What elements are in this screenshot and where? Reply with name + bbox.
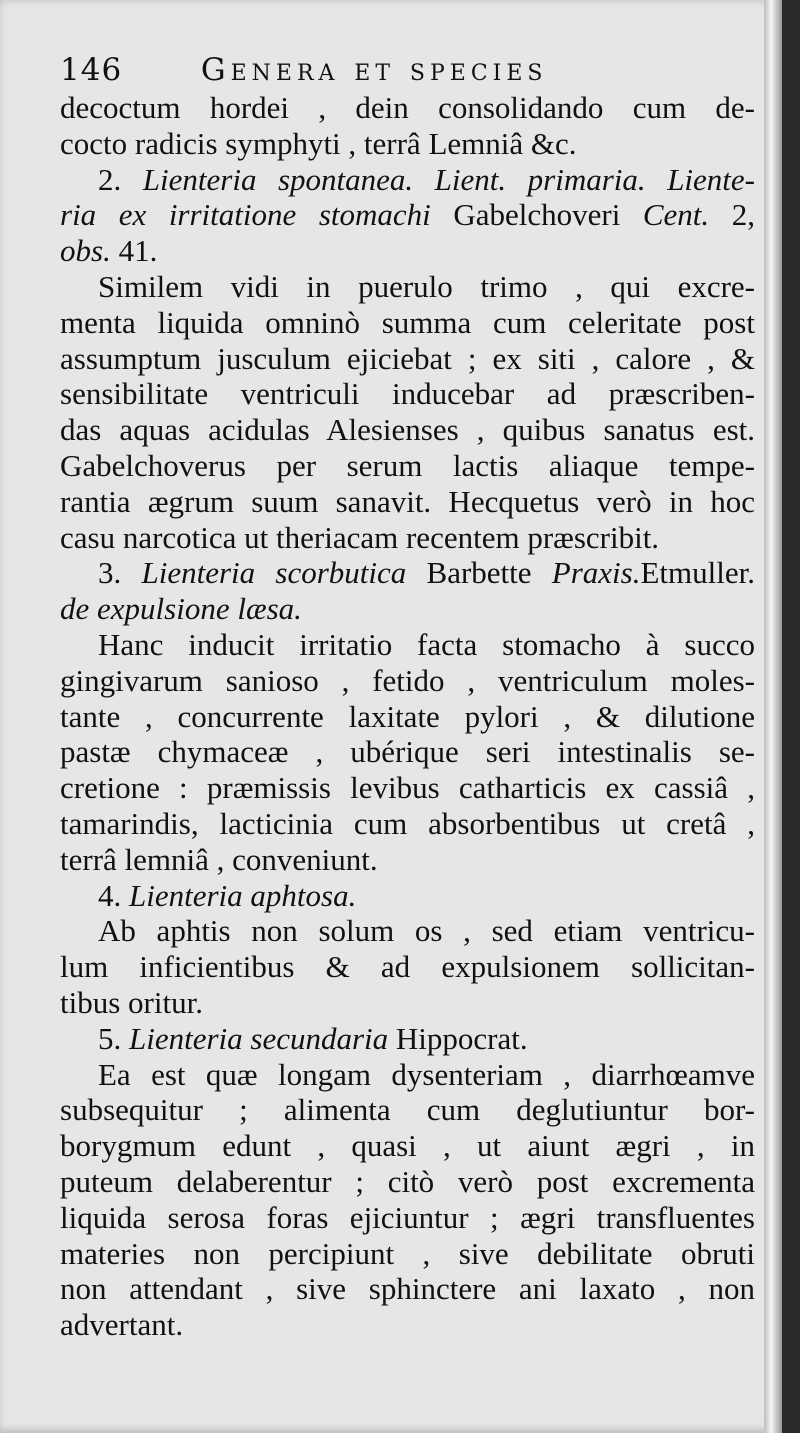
text-span: ria ex irritatione stomachi [60, 197, 454, 233]
text-span: pastæ chymaceæ , ubérique seri intestinalis se- [60, 734, 755, 770]
text-span: menta liquida omninò summa cum celeritate post [60, 304, 755, 340]
text-span: gingivarum sanioso , fetido , ventriculum moles- [60, 662, 755, 698]
text-span: 4. [98, 877, 129, 913]
text-span: materies non percipiunt , sive debilitate obruti [60, 1235, 755, 1271]
text-span: 41. [118, 233, 158, 269]
text-span: Praxis. [551, 555, 641, 591]
text-span: 3. [98, 555, 142, 591]
text-span: tamarindis, lacticinia cum absorbentibus ut cretâ , [60, 805, 755, 841]
body-text [60, 90, 755, 1343]
text-span: Hippocrat. [395, 1020, 528, 1056]
text-span: obs. [60, 233, 119, 269]
text-span: Lienteria aphtosa. [129, 877, 357, 913]
text-line [60, 305, 755, 341]
text-line [60, 197, 755, 233]
text-line [60, 806, 755, 842]
text-line [60, 770, 755, 806]
text-line [60, 913, 755, 949]
text-span: Lienteria spontanea. Lient. primaria. Liente- [142, 161, 755, 197]
text-line [60, 878, 755, 914]
text-span: Gabelchoveri [453, 197, 643, 233]
text-span: das aquas acidulas Alesienses , quibus sanatus est. [60, 412, 755, 448]
text-span: tibus oritur. [60, 984, 203, 1020]
text-span: Barbette [426, 555, 552, 591]
text-line [60, 949, 755, 985]
text-span: Hanc inducit irritatio facta stomacho à succo [98, 626, 755, 662]
page-number: 146 [60, 52, 123, 88]
text-span: cretione : præmissis levibus catharticis ex cassiâ , [60, 770, 755, 806]
text-span: terrâ lemniâ , conveniunt. [60, 841, 378, 877]
text-line [60, 1200, 755, 1236]
text-span: Cent. [642, 197, 732, 233]
text-span: Lienteria scorbutica [141, 555, 427, 591]
text-span: non attendant , sive sphinctere ani laxato , non [60, 1271, 755, 1307]
text-line [60, 520, 755, 556]
text-line [60, 90, 755, 126]
text-line [60, 376, 755, 412]
text-span: Ab aphtis non solum os , sed etiam ventricu- [98, 913, 755, 949]
text-line [60, 126, 755, 162]
text-line [60, 591, 755, 627]
text-span: de expulsione læsa. [60, 591, 302, 627]
text-line [60, 233, 755, 269]
text-span: Gabelchoverus per serum lactis aliaque tempe- [60, 447, 755, 483]
text-line [60, 341, 755, 377]
text-line [60, 555, 755, 591]
text-line [60, 269, 755, 305]
text-span: Ea est quæ longam dysenteriam , diarrhœamve [98, 1056, 755, 1092]
text-span: cocto radicis symphyti , terrâ Lemniâ &c. [60, 125, 577, 161]
text-span: decoctum hordei , dein consolidando cum de- [60, 90, 755, 125]
text-line [60, 627, 755, 663]
text-line [60, 842, 755, 878]
page-edge [764, 0, 782, 1433]
text-span: casu narcotica ut theriacam recentem præscribit. [60, 519, 660, 555]
text-span: Similem vidi in puerulo trimo , qui excre- [98, 268, 755, 304]
text-line [60, 1057, 755, 1093]
text-span: subsequitur ; alimenta cum deglutiuntur bor- [60, 1092, 755, 1128]
text-line [60, 734, 755, 770]
text-span: Etmuller. [640, 555, 755, 591]
text-line [60, 1164, 755, 1200]
running-header [60, 52, 710, 88]
text-span: puteum delaberentur ; citò verò post excrementa [60, 1163, 755, 1199]
text-line [60, 162, 755, 198]
text-line [60, 412, 755, 448]
text-span: liquida serosa foras ejiciuntur ; ægri transfluentes [60, 1199, 755, 1235]
text-line [60, 663, 755, 699]
text-span: lum inficientibus & ad expulsionem sollicitan- [60, 949, 755, 985]
text-span: advertant. [60, 1307, 184, 1343]
text-span: 2, [731, 197, 755, 233]
text-line [60, 699, 755, 735]
text-span: 5. [98, 1020, 129, 1056]
text-line [60, 1128, 755, 1164]
text-line [60, 1021, 755, 1057]
text-line [60, 1092, 755, 1128]
text-line [60, 448, 755, 484]
text-line [60, 1271, 755, 1307]
running-title: Genera et species [200, 52, 548, 88]
text-span: Lienteria secundaria [129, 1020, 396, 1056]
text-span: rantia ægrum suum sanavit. Hecquetus verò in hoc [60, 483, 755, 519]
text-line [60, 484, 755, 520]
text-line [60, 1307, 755, 1343]
text-span: tante , concurrente laxitate pylori , & dilutione [60, 698, 755, 734]
text-span: assumptum jusculum ejiciebat ; ex siti , calore , & [60, 340, 755, 376]
text-span: borygmum edunt , quasi , ut aiunt ægri , in [60, 1128, 755, 1164]
text-span: 2. [98, 161, 143, 197]
text-line [60, 1236, 755, 1272]
text-line [60, 985, 755, 1021]
text-span: sensibilitate ventriculi inducebar ad præscriben- [60, 376, 755, 412]
